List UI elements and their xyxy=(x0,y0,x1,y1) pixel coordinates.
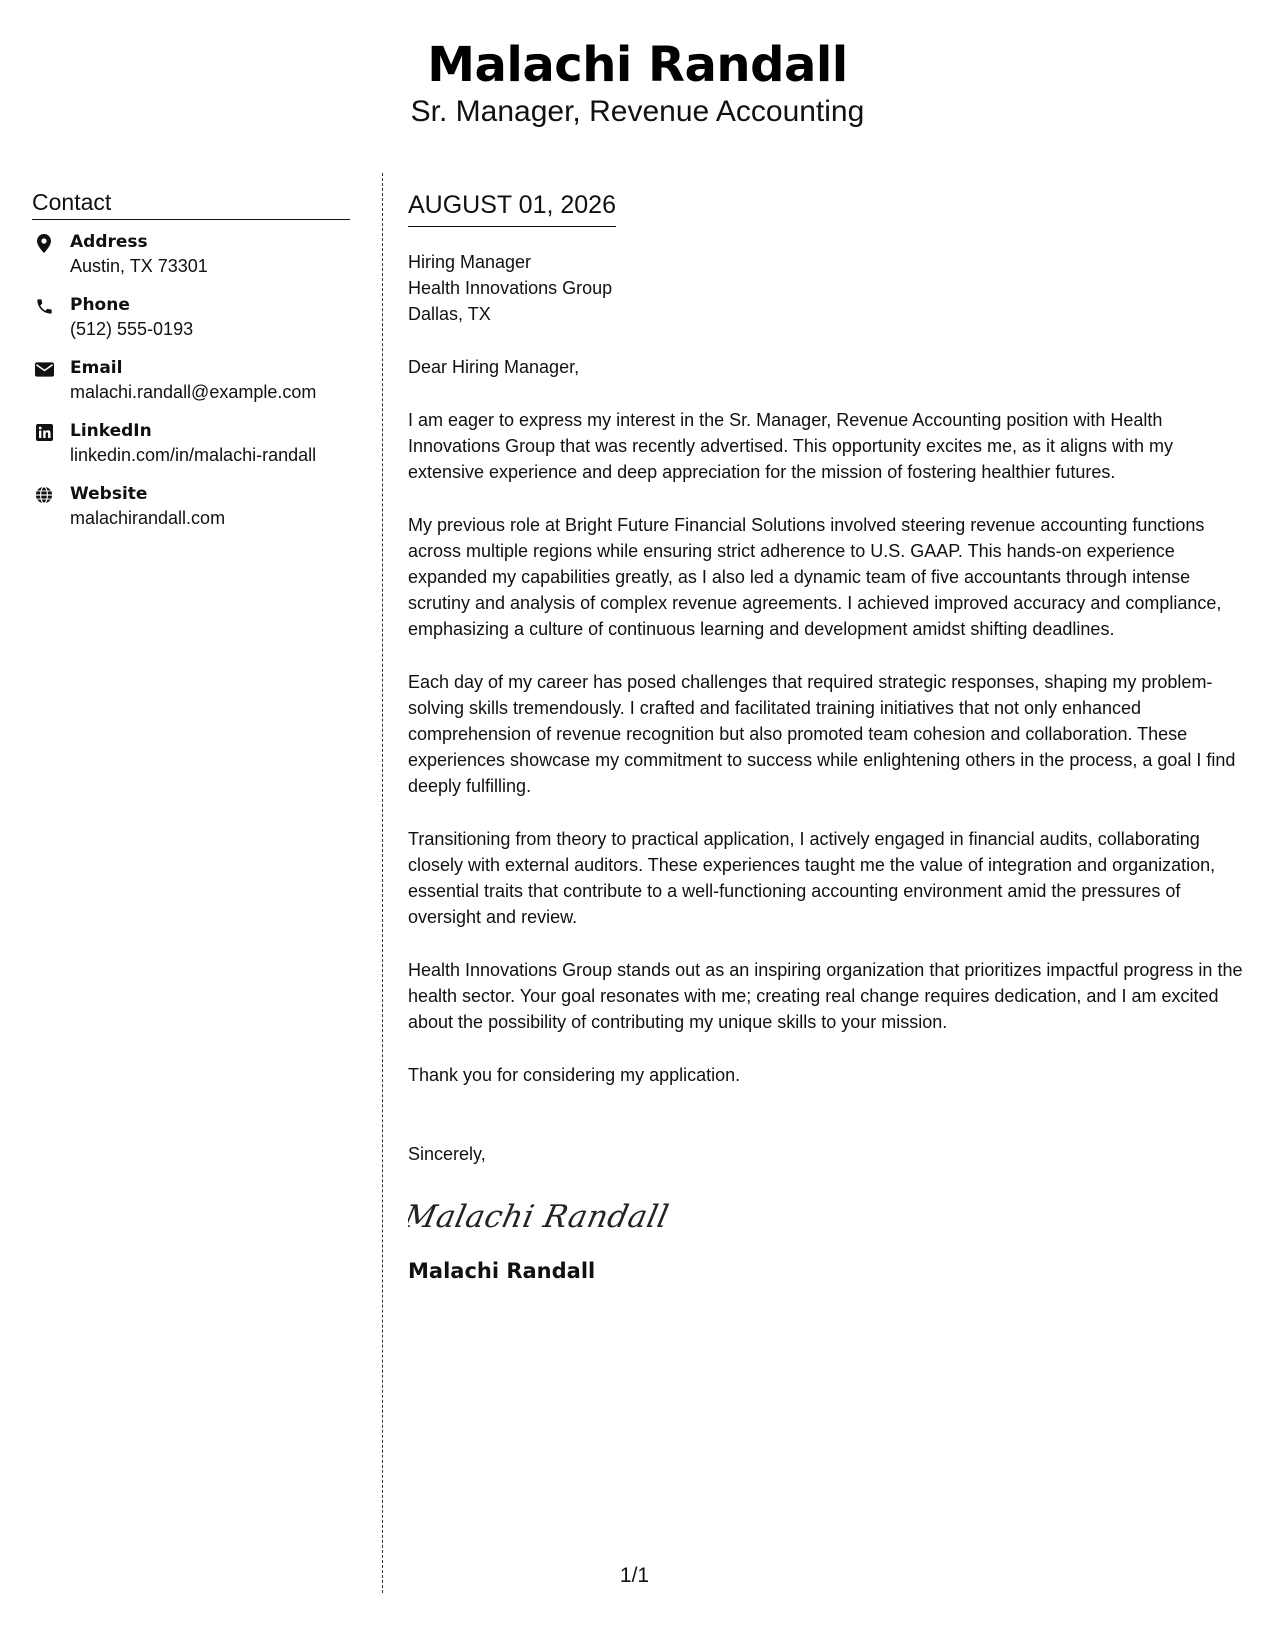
contact-label: LinkedIn xyxy=(70,421,152,441)
contact-label: Phone xyxy=(70,295,130,315)
linkedin-icon xyxy=(34,422,54,442)
contact-value: Austin, TX 73301 xyxy=(70,256,208,276)
signer-name: Malachi Randall xyxy=(408,1259,596,1283)
letter-body xyxy=(408,190,1246,1285)
letter-paragraph: Health Innovations Group stands out as an inspiring organization that prioritizes impactful progress in the health sector. Your goal resonates with me; creating real change requires dedication, and I am excited about the possibility of contributing my unique skills to your mission. xyxy=(408,960,1243,1032)
letter-paragraph: Thank you for considering my application. xyxy=(408,1065,741,1085)
contact-list xyxy=(32,230,350,545)
envelope-icon xyxy=(34,359,54,379)
contact-label: Email xyxy=(70,358,123,378)
recipient-line: Health Innovations Group xyxy=(408,278,613,298)
recipient-line: Hiring Manager xyxy=(408,252,532,272)
contact-sidebar xyxy=(32,188,350,545)
letter-paragraph: I am eager to express my interest in the Sr. Manager, Revenue Accounting position with Health Innovations Group that was recently advertised. This opportunity excites me, as it aligns with my extensive experience and deep appreciation for the mission of fostering healthier futures. xyxy=(408,410,1174,482)
contact-item-email xyxy=(32,356,350,419)
page-number xyxy=(0,1563,1275,1589)
contact-value: (512) 555-0193 xyxy=(70,319,194,339)
handwritten-signature xyxy=(408,1191,1246,1241)
contact-value: linkedin.com/in/malachi-randall xyxy=(70,445,317,465)
contact-value: malachirandall.com xyxy=(70,508,226,528)
page-number-text: 1/1 xyxy=(619,1564,650,1587)
applicant-name: Malachi Randall xyxy=(427,37,848,93)
signature-text: Malachi Randall xyxy=(408,1199,672,1235)
letter-paragraph: Transitioning from theory to practical application, I actively engaged in financial audits, collaborating closely with external auditors. These experiences taught me the value of integration and organization, essential traits that contribute to a well-functioning accounting environment amid the pressures of oversight and review. xyxy=(408,829,1216,927)
salutation: Dear Hiring Manager, xyxy=(408,357,580,377)
contact-section-title: Contact xyxy=(32,188,350,220)
contact-item-phone xyxy=(32,293,350,356)
recipient-block xyxy=(408,249,1246,327)
letter-paragraph: My previous role at Bright Future Financial Solutions involved steering revenue accounting functions across multiple regions while ensuring strict adherence to U.S. GAAP. This hands-on experience expanded my capabilities greatly, as I also led a dynamic team of five accountants through intense scrutiny and analysis of complex revenue agreements. I achieved improved accuracy and compliance, emphasizing a culture of continuous learning and development amidst shifting deadlines. xyxy=(408,515,1222,639)
closing: Sincerely, xyxy=(408,1144,486,1164)
column-divider xyxy=(382,173,383,1593)
contact-item-address xyxy=(32,230,350,293)
recipient-line: Dallas, TX xyxy=(408,304,491,324)
applicant-role: Sr. Manager, Revenue Accounting xyxy=(410,95,865,128)
globe-icon xyxy=(34,485,54,505)
contact-item-website xyxy=(32,482,350,545)
map-pin-icon xyxy=(34,233,54,253)
contact-label: Address xyxy=(70,232,148,252)
letter-date: AUGUST 01, 2026 xyxy=(408,190,616,227)
contact-value: malachi.randall@example.com xyxy=(70,382,317,402)
contact-item-linkedin xyxy=(32,419,350,482)
letter-header xyxy=(0,36,1275,130)
phone-icon xyxy=(34,296,54,316)
contact-label: Website xyxy=(70,484,148,504)
letter-paragraph: Each day of my career has posed challenges that required strategic responses, shaping my problem-solving skills tremendously. I crafted and facilitated training initiatives that not only enhanced comprehension of revenue recognition but also promoted team cohesion and collaboration. These experiences showcase my commitment to success while enlightening others in the process, a goal I find deeply fulfilling. xyxy=(408,672,1236,796)
